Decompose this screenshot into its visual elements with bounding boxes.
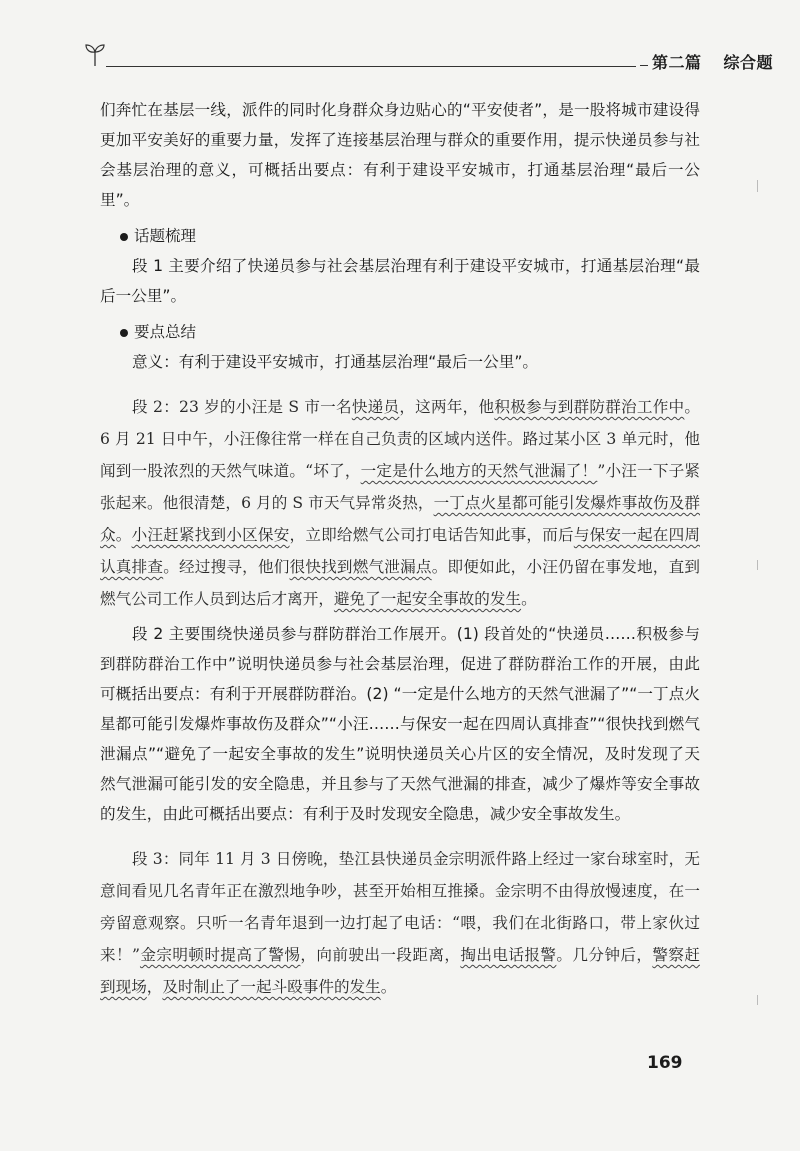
underline-participation: 积极参与到群防群治工作中	[494, 398, 685, 416]
seg2-text: 。经过搜寻，他们	[163, 558, 290, 576]
seg2-text: 段 2：23 岁的小汪是 S 市一名	[132, 398, 352, 416]
part-title: 综合题	[723, 53, 774, 72]
analysis-segment-2: 段 2 主要围绕快递员参与群防群治工作展开。(1) 段首处的“快递员……积极参与到群防群治工作中”说明快递员参与社会基层治理，促进了群防群治工作的开展，由此可概括出要点：有利于开展群防群治。(2) “一定是什么地方的天然气泄漏了”“一丁点火星都可能引发爆炸事故伤及群众”“小汪……与保安一起在四周认真排查”“很快找到燃气泄漏点”“避免了一起安全事故的发生”说明快递员关心片区的安全情况，及时发现了天然气泄漏可能引发的安全隐患，并且参与了天然气泄漏的排查，减少了爆炸等安全事故的发生，由此可概括出要点：有利于及时发现安全隐患，减少安全事故发生。	[100, 625, 700, 823]
seg2-text: 。	[521, 590, 537, 608]
header-rule	[106, 66, 636, 67]
sprout-icon	[84, 42, 106, 72]
underline-gas-leak: 一定是什么地方的天然气泄漏了！	[360, 462, 598, 480]
topic-text: 段 1 主要介绍了快递员参与社会基层治理有利于建设平安城市，打通基层治理“最后一公里”。	[100, 257, 700, 305]
summary-heading-label: 要点总结	[134, 323, 197, 341]
seg3-text: 。	[380, 978, 397, 996]
seg2-text: 。即便如此，小汪仍留在事发地，直到燃气公司工作人员到达后才离开，	[100, 558, 700, 608]
running-header	[84, 38, 774, 74]
topic-heading-label: 话题梳理	[134, 227, 197, 245]
scan-mark	[757, 995, 758, 1005]
seg3-text: ，向前驶出一段距离，	[300, 946, 461, 964]
topic-heading	[120, 221, 700, 251]
underline-leak-point: 很快找到燃气泄漏点	[289, 558, 432, 576]
summary-heading	[120, 317, 700, 347]
seg2-text: 。	[115, 526, 132, 544]
underline-avoided: 避免了一起安全事故的发生	[333, 590, 522, 608]
scan-mark	[757, 180, 758, 192]
page-number: 169	[647, 1053, 683, 1073]
underline-alert: 金宗明顿时提高了警惕	[139, 946, 301, 964]
chapter-label	[652, 50, 773, 73]
paragraph-continued: 们奔忙在基层一线，派件的同时化身群众身边贴心的“平安使者”，是一股将城市建设得更加平安美好的重要力量，发挥了连接基层治理与群众的重要作用，提示快递员参与社会基层治理的意义，可概括出要点：有利于建设平安城市，打通基层治理“最后一公里”。	[100, 101, 700, 209]
bullet-dot	[120, 329, 128, 337]
underline-spark: 一丁点火星都可能引发爆炸事故伤及群众	[100, 494, 700, 544]
underline-call-police: 掏出电话报警	[460, 946, 557, 964]
bullet-dot	[120, 233, 128, 241]
underline-police-arrive: 警察赶到现场	[100, 946, 700, 996]
header-rule-end	[640, 65, 648, 66]
summary-text: 意义：有利于建设平安城市，打通基层治理“最后一公里”。	[132, 353, 539, 371]
underline-search: 与保安一起在四周认真排查	[100, 526, 700, 576]
underline-courier: 快递员	[351, 398, 400, 416]
seg2-text: 。6 月 21 日中午，小汪像往常一样在自己负责的区域内送件。路过某小区 3 单元时，他闻到一股浓烈的天然气味道。“坏了，	[100, 398, 700, 480]
seg3-text: 。几分钟后，	[556, 946, 653, 964]
seg2-text: ，立即给燃气公司打电话告知此事，而后	[289, 526, 574, 544]
passage-segment-3	[100, 843, 700, 1003]
underline-fight-stopped: 及时制止了一起斗殴事件的发生	[162, 978, 381, 996]
scan-mark	[757, 560, 758, 570]
underline-find-guard: 小汪赶紧找到小区保安	[131, 526, 290, 544]
seg3-text: 段 3：同年 11 月 3 日傍晚，垫江县快递员金宗明派件路上经过一家台球室时，无意间看见几名青年正在激烈地争吵，甚至开始相互推搡。金宗明不由得放慢速度，在一旁留意观察。只听一名青年退到一边打起了电话：“喂，我们在北街路口，带上家伙过来！”	[100, 850, 700, 964]
part-number: 第二篇	[652, 53, 702, 72]
seg2-text: ”小汪一下子紧张起来。他很清楚，6 月的 S 市天气异常炎热，	[100, 462, 700, 512]
seg2-text: ，这两年，他	[399, 398, 495, 416]
passage-segment-2	[100, 391, 700, 615]
seg3-text: ，	[146, 978, 163, 996]
page-body	[100, 95, 700, 1003]
